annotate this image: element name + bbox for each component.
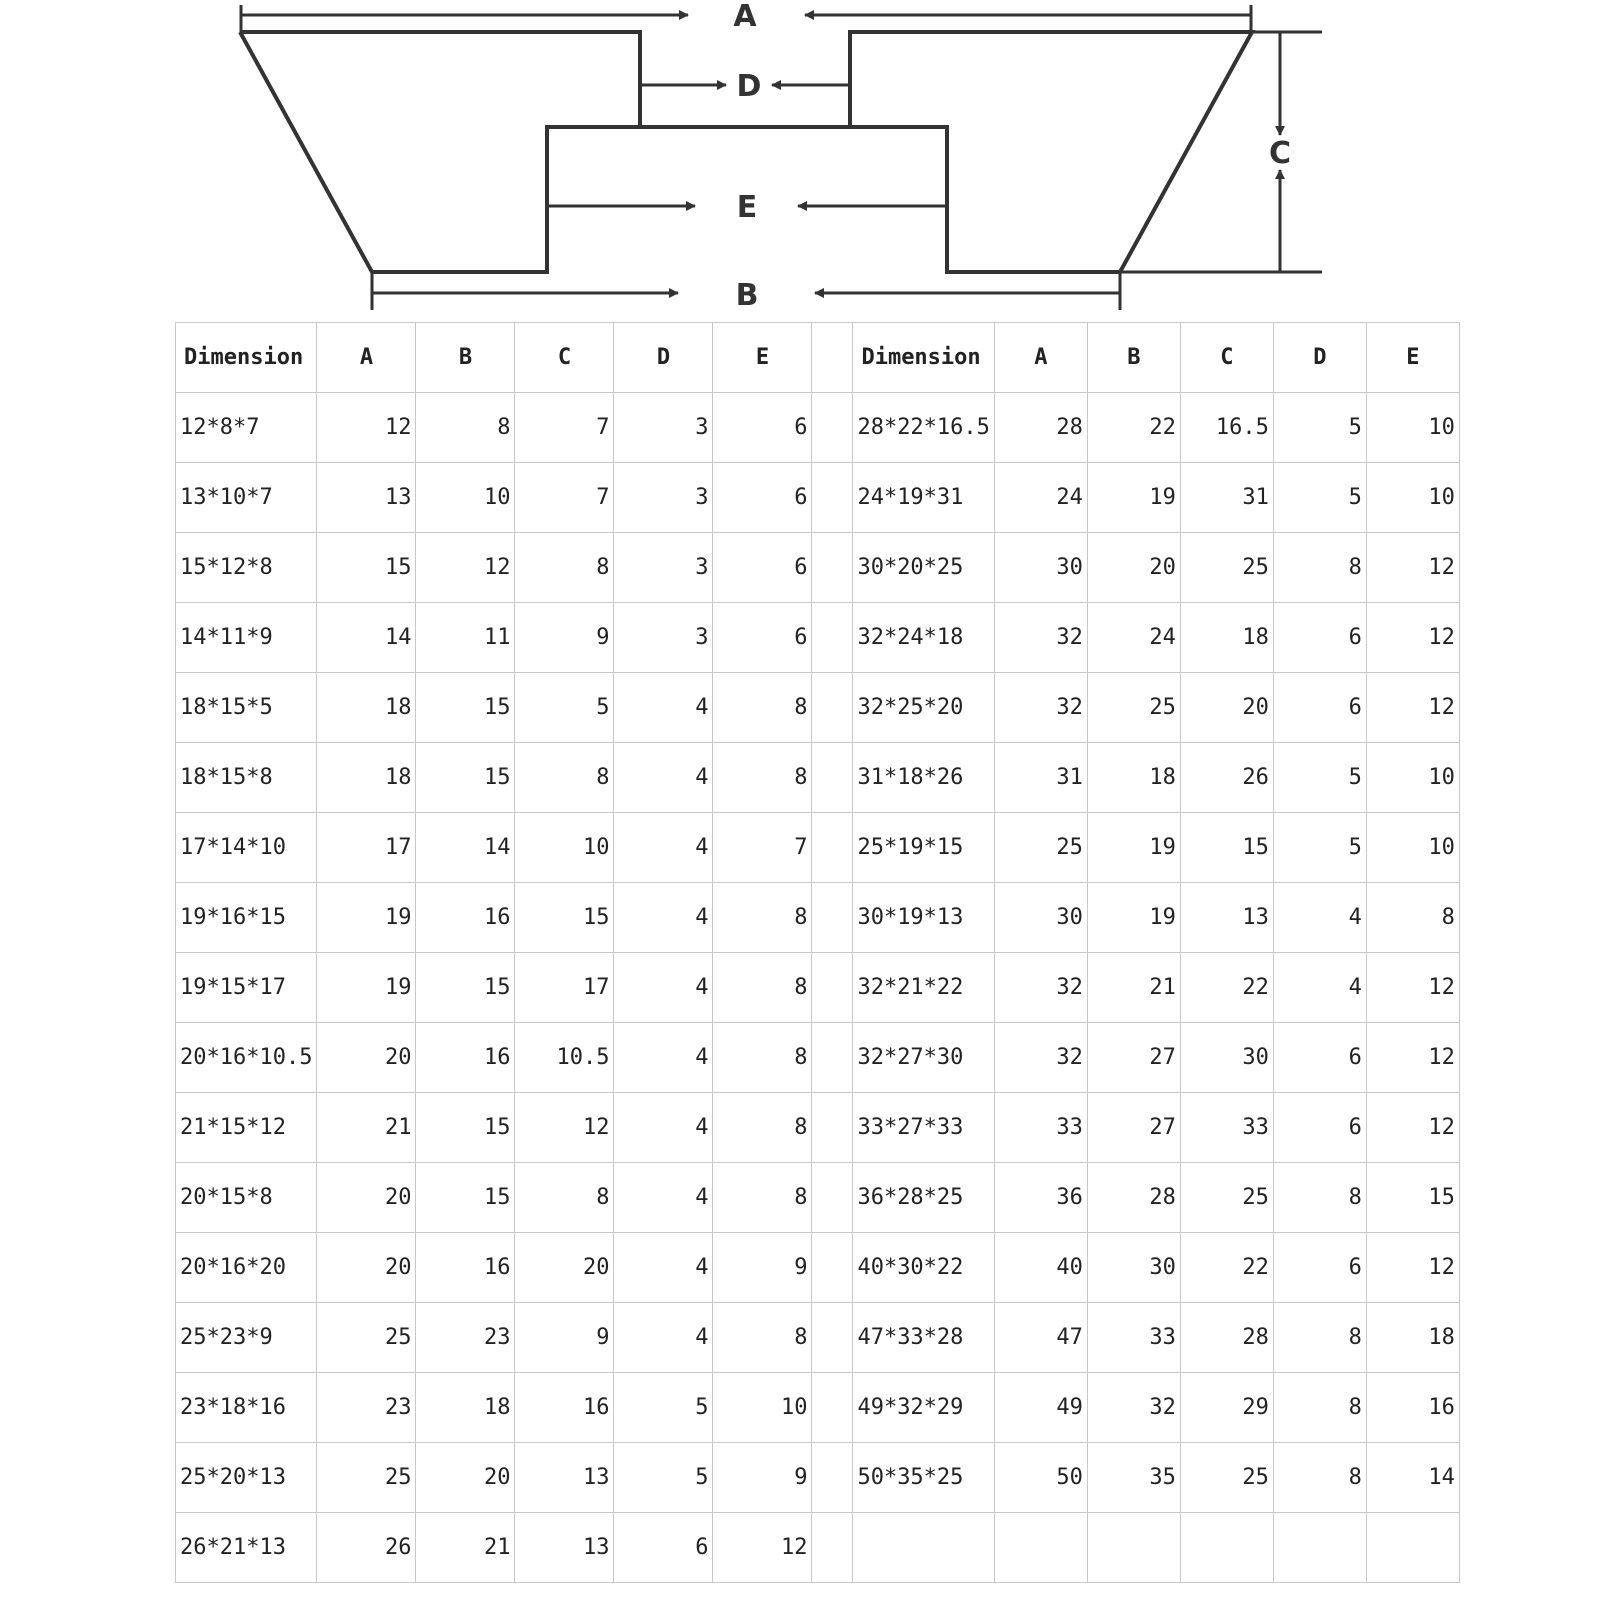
label-a: A	[733, 0, 757, 34]
value-cell: 12	[1366, 603, 1459, 673]
dimension-cell: 40*30*22	[853, 1233, 994, 1303]
value-cell: 31	[994, 743, 1087, 813]
dimension-cell: 18*15*5	[176, 673, 317, 743]
value-cell: 5	[1273, 813, 1366, 883]
value-cell: 4	[614, 813, 713, 883]
value-cell: 33	[1087, 1303, 1180, 1373]
value-cell: 18	[1087, 743, 1180, 813]
value-cell: 6	[614, 1513, 713, 1583]
value-cell: 8	[713, 883, 812, 953]
value-cell: 20	[317, 1163, 416, 1233]
dimension-cell: 24*19*31	[853, 463, 994, 533]
value-cell: 18	[416, 1373, 515, 1443]
dimension-lines	[241, 5, 1322, 310]
table-row	[176, 463, 1460, 533]
value-cell: 5	[614, 1443, 713, 1513]
dimension-cell: 47*33*28	[853, 1303, 994, 1373]
value-cell: 40	[994, 1233, 1087, 1303]
value-cell: 22	[1087, 393, 1180, 463]
value-cell: 18	[317, 673, 416, 743]
value-cell: 10	[1366, 743, 1459, 813]
table-gap	[812, 463, 853, 533]
table-row	[176, 1163, 1460, 1233]
value-cell: 4	[1273, 953, 1366, 1023]
value-cell: 23	[416, 1303, 515, 1373]
value-cell: 29	[1180, 1373, 1273, 1443]
value-cell: 8	[713, 673, 812, 743]
dimension-cell	[853, 1513, 994, 1583]
dimension-diagram	[0, 0, 1600, 315]
value-cell	[1273, 1513, 1366, 1583]
value-cell: 3	[614, 393, 713, 463]
dimension-cell: 18*15*8	[176, 743, 317, 813]
value-cell: 4	[614, 743, 713, 813]
dimension-cell: 49*32*29	[853, 1373, 994, 1443]
table-gap	[812, 1303, 853, 1373]
label-d: D	[736, 69, 762, 104]
table-gap	[812, 883, 853, 953]
table-gap	[812, 1163, 853, 1233]
value-cell: 16	[515, 1373, 614, 1443]
value-cell: 15	[416, 673, 515, 743]
value-cell: 25	[994, 813, 1087, 883]
value-cell: 25	[1180, 533, 1273, 603]
value-cell: 12	[416, 533, 515, 603]
value-cell: 18	[1180, 603, 1273, 673]
value-cell: 13	[515, 1443, 614, 1513]
dimension-cell: 17*14*10	[176, 813, 317, 883]
value-cell: 13	[317, 463, 416, 533]
table-gap	[812, 1513, 853, 1583]
value-cell: 15	[416, 1163, 515, 1233]
table-row	[176, 1373, 1460, 1443]
table-row	[176, 1443, 1460, 1513]
value-cell: 24	[994, 463, 1087, 533]
value-cell: 19	[1087, 883, 1180, 953]
value-cell: 32	[994, 603, 1087, 673]
value-cell: 4	[614, 1233, 713, 1303]
value-cell: 36	[994, 1163, 1087, 1233]
dimension-cell: 20*15*8	[176, 1163, 317, 1233]
value-cell: 10	[1366, 393, 1459, 463]
value-cell: 6	[1273, 673, 1366, 743]
value-cell: 33	[1180, 1093, 1273, 1163]
value-cell: 8	[713, 743, 812, 813]
value-cell: 25	[317, 1303, 416, 1373]
value-cell: 15	[317, 533, 416, 603]
table-gap	[812, 323, 853, 393]
value-cell: 16	[416, 1023, 515, 1093]
dimension-cell: 32*21*22	[853, 953, 994, 1023]
value-cell: 10	[416, 463, 515, 533]
value-cell: 10.5	[515, 1023, 614, 1093]
value-cell: 16	[416, 1233, 515, 1303]
table-row	[176, 1023, 1460, 1093]
table-gap	[812, 603, 853, 673]
value-cell: 10	[713, 1373, 812, 1443]
table-gap	[812, 1023, 853, 1093]
value-cell: 9	[713, 1443, 812, 1513]
value-cell: 8	[515, 1163, 614, 1233]
dimension-cell: 19*16*15	[176, 883, 317, 953]
value-cell: 4	[614, 1023, 713, 1093]
value-cell: 14	[1366, 1443, 1459, 1513]
value-cell: 12	[1366, 673, 1459, 743]
header-c-right: C	[1180, 323, 1273, 393]
value-cell: 8	[1366, 883, 1459, 953]
header-e-right: E	[1366, 323, 1459, 393]
dimension-cell: 13*10*7	[176, 463, 317, 533]
value-cell: 30	[994, 883, 1087, 953]
value-cell: 15	[515, 883, 614, 953]
value-cell: 32	[994, 1023, 1087, 1093]
value-cell: 4	[614, 1303, 713, 1373]
table-row	[176, 883, 1460, 953]
header-a-left: A	[317, 323, 416, 393]
value-cell: 3	[614, 463, 713, 533]
value-cell	[1180, 1513, 1273, 1583]
value-cell: 4	[1273, 883, 1366, 953]
value-cell: 3	[614, 533, 713, 603]
value-cell: 19	[317, 883, 416, 953]
value-cell: 5	[614, 1373, 713, 1443]
dimension-cell: 14*11*9	[176, 603, 317, 673]
header-b-right: B	[1087, 323, 1180, 393]
value-cell: 12	[1366, 953, 1459, 1023]
header-a-right: A	[994, 323, 1087, 393]
value-cell: 18	[1366, 1303, 1459, 1373]
value-cell: 6	[713, 463, 812, 533]
dimension-cell: 25*20*13	[176, 1443, 317, 1513]
table-gap	[812, 953, 853, 1023]
table-header-row	[176, 323, 1460, 393]
value-cell: 3	[614, 603, 713, 673]
value-cell: 15	[416, 1093, 515, 1163]
table-row	[176, 813, 1460, 883]
dimension-cell: 32*25*20	[853, 673, 994, 743]
value-cell: 21	[416, 1513, 515, 1583]
value-cell: 30	[1180, 1023, 1273, 1093]
value-cell: 17	[317, 813, 416, 883]
table-gap	[812, 1233, 853, 1303]
table-row	[176, 1093, 1460, 1163]
table-gap	[812, 1373, 853, 1443]
table-row	[176, 393, 1460, 463]
header-d-right: D	[1273, 323, 1366, 393]
value-cell: 8	[713, 1303, 812, 1373]
header-dimension-right: Dimension	[853, 323, 994, 393]
dimension-cell: 23*18*16	[176, 1373, 317, 1443]
value-cell: 13	[515, 1513, 614, 1583]
table-row	[176, 603, 1460, 673]
value-cell: 22	[1180, 953, 1273, 1023]
value-cell: 4	[614, 1093, 713, 1163]
value-cell	[1087, 1513, 1180, 1583]
value-cell: 5	[515, 673, 614, 743]
table-body	[176, 393, 1460, 1583]
value-cell: 32	[994, 953, 1087, 1023]
value-cell: 8	[713, 1163, 812, 1233]
value-cell: 12	[1366, 1093, 1459, 1163]
dimension-cell: 12*8*7	[176, 393, 317, 463]
value-cell: 6	[713, 603, 812, 673]
table-gap	[812, 393, 853, 463]
label-c: C	[1268, 136, 1292, 171]
value-cell: 32	[994, 673, 1087, 743]
value-cell: 26	[317, 1513, 416, 1583]
dimension-cell: 30*20*25	[853, 533, 994, 603]
dimension-cell: 32*24*18	[853, 603, 994, 673]
table-row	[176, 1233, 1460, 1303]
value-cell: 11	[416, 603, 515, 673]
value-cell	[1366, 1513, 1459, 1583]
value-cell: 15	[1366, 1163, 1459, 1233]
value-cell	[994, 1513, 1087, 1583]
value-cell: 20	[317, 1233, 416, 1303]
value-cell: 8	[1273, 1303, 1366, 1373]
dimension-cell: 36*28*25	[853, 1163, 994, 1233]
value-cell: 14	[416, 813, 515, 883]
value-cell: 12	[1366, 1233, 1459, 1303]
dimension-cell: 50*35*25	[853, 1443, 994, 1513]
value-cell: 8	[515, 743, 614, 813]
value-cell: 49	[994, 1373, 1087, 1443]
value-cell: 6	[713, 393, 812, 463]
value-cell: 7	[515, 393, 614, 463]
value-cell: 12	[1366, 1023, 1459, 1093]
value-cell: 25	[317, 1443, 416, 1513]
table-gap	[812, 743, 853, 813]
value-cell: 18	[317, 743, 416, 813]
header-dimension-left: Dimension	[176, 323, 317, 393]
label-e: E	[736, 190, 758, 225]
value-cell: 13	[1180, 883, 1273, 953]
value-cell: 8	[1273, 1163, 1366, 1233]
value-cell: 9	[515, 1303, 614, 1373]
value-cell: 7	[515, 463, 614, 533]
header-d-left: D	[614, 323, 713, 393]
value-cell: 20	[1087, 533, 1180, 603]
table-gap	[812, 1443, 853, 1513]
value-cell: 5	[1273, 743, 1366, 813]
value-cell: 6	[1273, 1023, 1366, 1093]
value-cell: 19	[1087, 463, 1180, 533]
value-cell: 25	[1180, 1443, 1273, 1513]
dimension-cell: 20*16*10.5	[176, 1023, 317, 1093]
value-cell: 30	[1087, 1233, 1180, 1303]
value-cell: 8	[1273, 1443, 1366, 1513]
value-cell: 8	[1273, 1373, 1366, 1443]
value-cell: 23	[317, 1373, 416, 1443]
value-cell: 17	[515, 953, 614, 1023]
dimension-cell: 32*27*30	[853, 1023, 994, 1093]
value-cell: 8	[1273, 533, 1366, 603]
value-cell: 4	[614, 953, 713, 1023]
value-cell: 27	[1087, 1093, 1180, 1163]
dimension-cell: 31*18*26	[853, 743, 994, 813]
value-cell: 24	[1087, 603, 1180, 673]
table-row	[176, 1513, 1460, 1583]
value-cell: 25	[1087, 673, 1180, 743]
dimension-cell: 19*15*17	[176, 953, 317, 1023]
part-outline	[240, 32, 1252, 272]
dimension-cell: 33*27*33	[853, 1093, 994, 1163]
dimension-cell: 30*19*13	[853, 883, 994, 953]
value-cell: 12	[317, 393, 416, 463]
table-row	[176, 1303, 1460, 1373]
value-cell: 20	[317, 1023, 416, 1093]
value-cell: 8	[713, 953, 812, 1023]
table-row	[176, 953, 1460, 1023]
value-cell: 15	[416, 743, 515, 813]
value-cell: 8	[416, 393, 515, 463]
dimension-cell: 28*22*16.5	[853, 393, 994, 463]
value-cell: 20	[416, 1443, 515, 1513]
table-gap	[812, 813, 853, 883]
value-cell: 19	[1087, 813, 1180, 883]
value-cell: 12	[1366, 533, 1459, 603]
value-cell: 12	[713, 1513, 812, 1583]
value-cell: 33	[994, 1093, 1087, 1163]
value-cell: 20	[1180, 673, 1273, 743]
dimension-cell: 21*15*12	[176, 1093, 317, 1163]
value-cell: 4	[614, 673, 713, 743]
value-cell: 31	[1180, 463, 1273, 533]
value-cell: 30	[994, 533, 1087, 603]
table-gap	[812, 533, 853, 603]
value-cell: 16.5	[1180, 393, 1273, 463]
value-cell: 47	[994, 1303, 1087, 1373]
value-cell: 15	[416, 953, 515, 1023]
header-e-left: E	[713, 323, 812, 393]
value-cell: 5	[1273, 393, 1366, 463]
value-cell: 8	[713, 1023, 812, 1093]
value-cell: 32	[1087, 1373, 1180, 1443]
value-cell: 28	[1087, 1163, 1180, 1233]
table-gap	[812, 673, 853, 743]
value-cell: 20	[515, 1233, 614, 1303]
value-cell: 6	[713, 533, 812, 603]
value-cell: 14	[317, 603, 416, 673]
table-row	[176, 743, 1460, 813]
value-cell: 4	[614, 1163, 713, 1233]
value-cell: 10	[1366, 813, 1459, 883]
dimension-cell: 20*16*20	[176, 1233, 317, 1303]
value-cell: 10	[1366, 463, 1459, 533]
value-cell: 28	[994, 393, 1087, 463]
value-cell: 16	[1366, 1373, 1459, 1443]
value-cell: 19	[317, 953, 416, 1023]
dimension-cell: 25*19*15	[853, 813, 994, 883]
value-cell: 28	[1180, 1303, 1273, 1373]
header-c-left: C	[515, 323, 614, 393]
value-cell: 10	[515, 813, 614, 883]
value-cell: 15	[1180, 813, 1273, 883]
value-cell: 21	[317, 1093, 416, 1163]
value-cell: 8	[713, 1093, 812, 1163]
value-cell: 9	[713, 1233, 812, 1303]
value-cell: 22	[1180, 1233, 1273, 1303]
dimension-table	[175, 322, 1460, 1583]
value-cell: 12	[515, 1093, 614, 1163]
table-row	[176, 533, 1460, 603]
value-cell: 27	[1087, 1023, 1180, 1093]
value-cell: 6	[1273, 1233, 1366, 1303]
value-cell: 16	[416, 883, 515, 953]
value-cell: 5	[1273, 463, 1366, 533]
header-b-left: B	[416, 323, 515, 393]
value-cell: 25	[1180, 1163, 1273, 1233]
label-b: B	[735, 278, 759, 313]
table-gap	[812, 1093, 853, 1163]
value-cell: 21	[1087, 953, 1180, 1023]
dimension-cell: 26*21*13	[176, 1513, 317, 1583]
value-cell: 6	[1273, 1093, 1366, 1163]
dimension-cell: 25*23*9	[176, 1303, 317, 1373]
value-cell: 26	[1180, 743, 1273, 813]
value-cell: 50	[994, 1443, 1087, 1513]
value-cell: 6	[1273, 603, 1366, 673]
value-cell: 35	[1087, 1443, 1180, 1513]
value-cell: 4	[614, 883, 713, 953]
dimension-cell: 15*12*8	[176, 533, 317, 603]
value-cell: 8	[515, 533, 614, 603]
value-cell: 7	[713, 813, 812, 883]
table-row	[176, 673, 1460, 743]
value-cell: 9	[515, 603, 614, 673]
